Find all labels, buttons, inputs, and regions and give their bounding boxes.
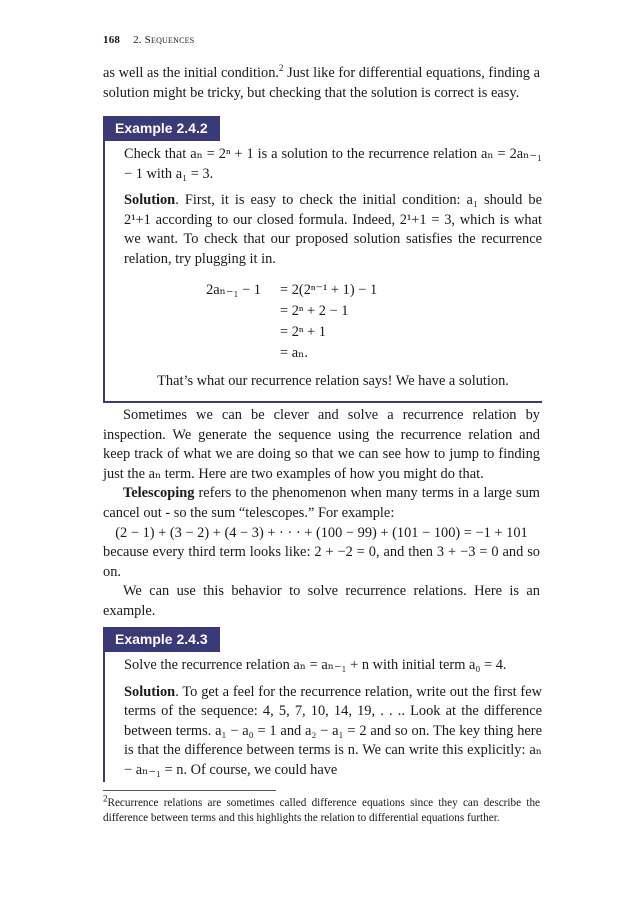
paragraph-inspection: Sometimes we can be clever and solve a recurrence relation by inspection. We generate the sequence using the recurrence relation and keep track of what we are doing so that we can see how to jump to finding just the aₙ term. Here are two examples of how you might do that. bbox=[103, 407, 540, 482]
chapter-title: 2. Sequences bbox=[133, 34, 195, 46]
body-text bbox=[103, 406, 540, 622]
paragraph-behavior: We can use this behavior to solve recurrence relations. Here is an example. bbox=[103, 583, 540, 619]
equation-row bbox=[124, 343, 542, 364]
telescoping-term: Telescoping bbox=[123, 485, 195, 502]
intro-paragraph bbox=[103, 64, 540, 103]
footnote-rule bbox=[103, 790, 276, 791]
solution-label: Solution bbox=[124, 683, 176, 700]
footnote-number: 2 bbox=[103, 793, 108, 804]
equation-lhs: 2aₙ₋₁ − 1 bbox=[206, 281, 261, 298]
equation-rhs: = aₙ. bbox=[280, 344, 308, 361]
solution-label: Solution bbox=[124, 192, 176, 209]
example-problem: Check that aₙ = 2ⁿ + 1 is a solution to the recurrence relation aₙ = 2aₙ₋₁ − 1 with a₁ = 3. bbox=[124, 146, 542, 182]
equation-rhs: = 2ⁿ + 2 − 1 bbox=[280, 302, 349, 319]
example-closing: That’s what our recurrence relation says! We have a solution. bbox=[157, 372, 509, 389]
display-equation: (2 − 1) + (3 − 2) + (4 − 3) + · · · + (100 − 99) + (101 − 100) = −1 + 101 bbox=[115, 524, 528, 541]
equation-rhs: = 2(2ⁿ⁻¹ + 1) − 1 bbox=[280, 281, 378, 298]
paragraph-telescoping bbox=[103, 484, 540, 523]
intro-text-end: Just like for differential equations, finding a solution might be tricky, but checking that the solution is correct is easy. bbox=[103, 65, 540, 101]
intro-text-start: as well as the initial condition. bbox=[103, 65, 279, 81]
example-title: Example 2.4.2 bbox=[103, 116, 220, 141]
running-head bbox=[103, 34, 194, 46]
equation-row bbox=[124, 280, 542, 301]
example-title: Example 2.4.3 bbox=[103, 627, 220, 652]
example-problem: Solve the recurrence relation aₙ = aₙ₋₁ + n with initial term a₀ = 4. bbox=[124, 657, 507, 673]
solution-text: . First, it is easy to check the initial condition: a₁ should be 2¹+1 according to our closed formula. Indeed, 2¹+1 = 3, which is what we want. To check that our proposed solution satisfies the recurrence relation, try plugging it in. bbox=[124, 192, 542, 267]
equation-row bbox=[124, 301, 542, 322]
equation-row bbox=[124, 322, 542, 343]
equation-rhs: = 2ⁿ + 1 bbox=[280, 323, 326, 340]
footnote bbox=[103, 793, 540, 825]
example-solution bbox=[124, 683, 542, 781]
example-box-2-4-3 bbox=[103, 627, 542, 782]
page-number: 168 bbox=[103, 34, 121, 46]
telescoping-text: refers to the phenomenon when many terms in a large sum cancel out - so the sum “telescopes.” For example: bbox=[103, 485, 540, 521]
footnote-text: Recurrence relations are sometimes called difference equations since they can describe the difference between terms and this highlights the relation to differential equations further. bbox=[103, 797, 540, 824]
footnote-marker: 2 bbox=[279, 63, 284, 74]
example-solution bbox=[124, 191, 542, 269]
solution-text: . To get a feel for the recurrence relation, write out the first few terms of the sequence: 4, 5, 7, 10, 14, 19, . . .. Look at the difference between terms. a₁ − a₀ = 1 and a₂ − a₁ = 2 and so on. The key thing here is that the difference between terms is n. We can write this explicitly: aₙ − aₙ₋₁ = n. Of course, we could have bbox=[124, 683, 542, 778]
example-body bbox=[105, 116, 542, 401]
paragraph-third-term: because every third term looks like: 2 + −2 = 0, and then 3 + −3 = 0 and so on. bbox=[103, 544, 540, 580]
aligned-equation bbox=[124, 280, 542, 364]
example-box-2-4-2 bbox=[103, 116, 542, 403]
